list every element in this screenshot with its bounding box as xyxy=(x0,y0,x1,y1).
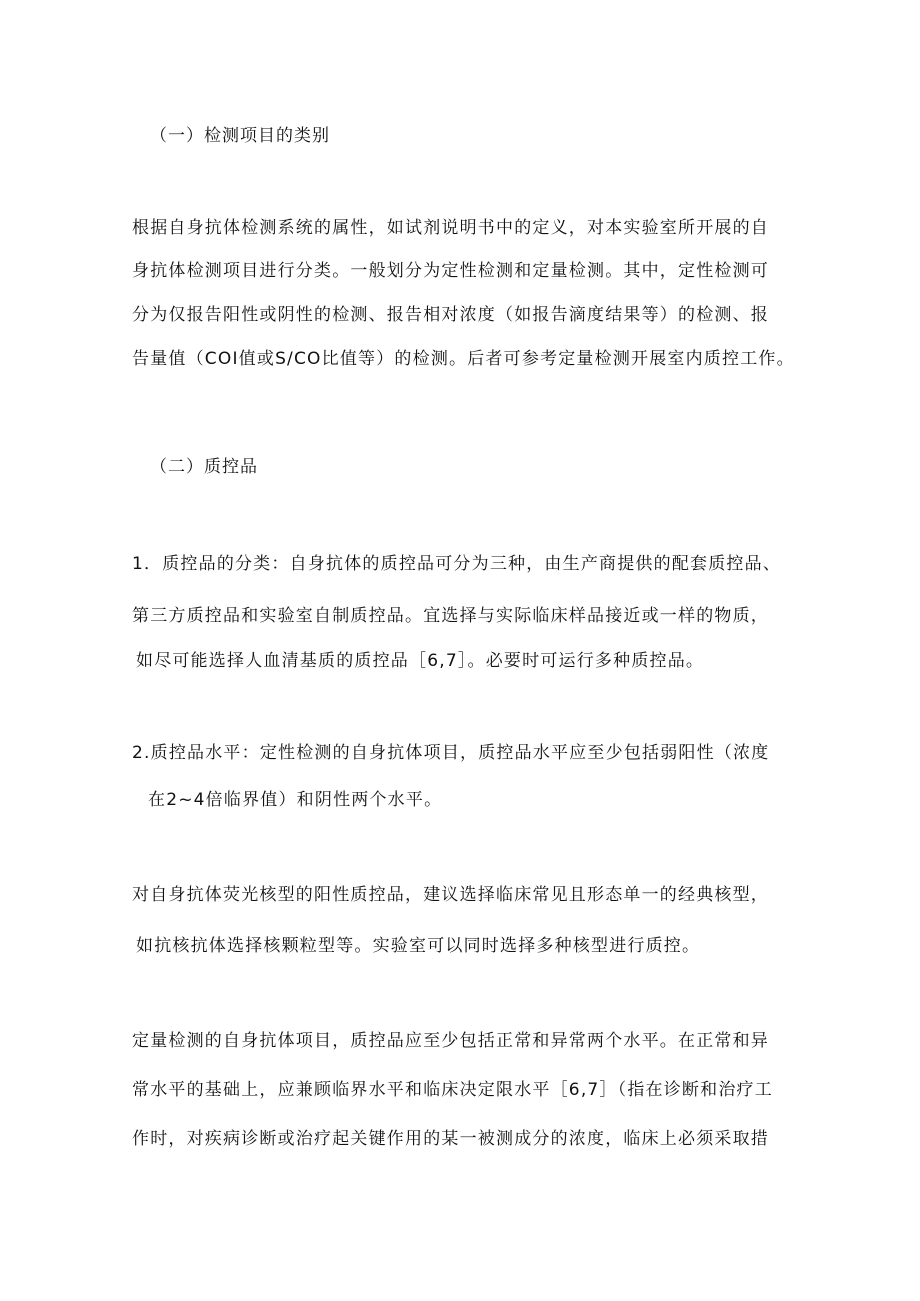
item1-line: 第三方质控品和实验室自制质控品。宜选择与实际临床样品接近或一样的物质， xyxy=(132,606,769,626)
item1-line: 1．质控品的分类：自身抗体的质控品可分为三种，由生产商提供的配套质控品、 xyxy=(132,554,782,574)
section1-paragraph-line: 分为仅报告阳性或阴性的检测、报告相对浓度（如报告滴度结果等）的检测、报 xyxy=(132,305,769,325)
quantitative-line: 常水平的基础上，应兼顾临界水平和临床决定限水平［6,7］（指在诊断和治疗工 xyxy=(132,1080,773,1100)
item2-line: 2.质控品水平：定性检测的自身抗体项目，质控品水平应至少包括弱阳性（浓度 xyxy=(132,743,770,763)
fluorescence-line: 对自身抗体荧光核型的阳性质控品，建议选择临床常见且形态单一的经典核型， xyxy=(132,885,769,905)
section1-paragraph-line: 身抗体检测项目进行分类。一般划分为定性检测和定量检测。其中，定性检测可 xyxy=(132,261,769,281)
section1-paragraph-line: 告量值（COI值或S/CO比值等）的检测。后者可参考定量检测开展室内质控工作。 xyxy=(132,349,795,369)
section2-heading: （二）质控品 xyxy=(150,457,258,477)
item1-line: 如尽可能选择人血清基质的质控品［6,7］。必要时可运行多种质控品。 xyxy=(136,651,705,671)
item2-line: 在2~4倍临界值）和阴性两个水平。 xyxy=(148,790,443,810)
quantitative-line: 作时，对疾病诊断或治疗起关键作用的某一被测成分的浓度，临床上必须采取措 xyxy=(132,1129,769,1149)
quantitative-line: 定量检测的自身抗体项目，质控品应至少包括正常和异常两个水平。在正常和异 xyxy=(132,1031,769,1051)
fluorescence-line: 如抗核抗体选择核颗粒型等。实验室可以同时选择多种核型进行质控。 xyxy=(136,936,701,956)
section1-heading: （一）检测项目的类别 xyxy=(150,126,330,146)
section1-paragraph-line: 根据自身抗体检测系统的属性，如试剂说明书中的定义，对本实验室所开展的自 xyxy=(132,218,769,238)
